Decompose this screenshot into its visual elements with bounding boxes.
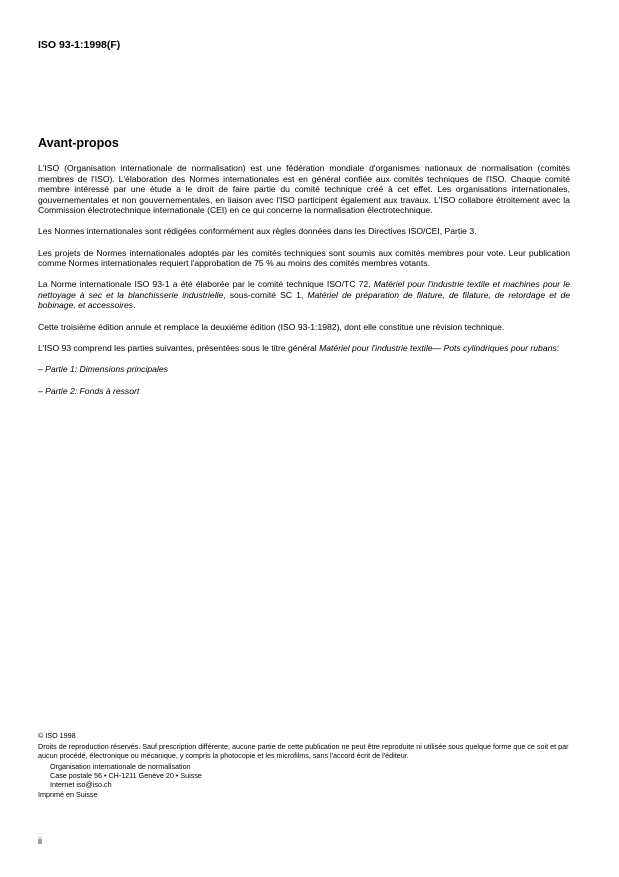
sc1-title: Matériel de préparation de filature, de filature, de retordage et de bobinage, et accessoires <box>38 289 571 311</box>
section-title: Avant-propos <box>38 136 119 150</box>
rights-notice: Droits de reproduction réservés. Sauf prescription différente, aucune partie de cette publication ne peut être reproduite ni utilisée sous quelque forme que ce soit et par aucun procédé, électronique ou mécanique, y compris la photocopie et les microfilms, sans l'accord écrit de l'éditeur. <box>38 742 569 761</box>
paragraph-edition: Cette troisième édition annule et remplace la deuxième édition (ISO 93-1:1982), dont elle constitue une révision technique. <box>38 321 505 332</box>
foreword-body <box>38 163 570 409</box>
copyright-footer <box>38 731 578 799</box>
document-id: ISO 93-1:1998(F) <box>38 39 121 51</box>
paragraph-iso-intro: L'ISO (Organisation internationale de normalisation) est une fédération mondiale d'organismes nationaux de normalisation (comités membres de l'ISO). L'élaboration des Normes internationales est en général confiée aux comités techniques de l'ISO. Chaque comité membre intéressé par une étude a le droit de faire partie du comité technique créé à cet effet. Les organisations internationales, gouvernementales et non gouvernementales, en liaison avec l'ISO participent également aux travaux. L'ISO collabore étroitement avec la Commission électrotechnique internationale (CEI) en ce qui concerne la normalisation électrotechnique. <box>38 163 570 216</box>
paragraph-parts-intro <box>38 343 570 354</box>
paragraph-voting: Les projets de Normes internationales adoptés par les comités techniques sont soumis aux comités membres pour vote. Leur publication comme Normes internationales requiert l'approbation de 75 % au moins des comités membres votants. <box>38 247 570 269</box>
parts-intro-text-1: L'ISO 93 comprend les parties suivantes, présentées sous le titre général <box>38 342 320 353</box>
list-item-part-2 <box>38 386 570 397</box>
paragraph-preparation <box>38 279 570 311</box>
page-number: ii <box>38 836 42 846</box>
org-internet: Internet iso@iso.ch <box>50 780 112 790</box>
org-address: Case postale 56 • CH-1211 Genève 20 • Suisse <box>50 771 202 781</box>
part-1-title: – Partie 1: Dimensions principales <box>38 363 168 374</box>
org-name: Organisation internationale de normalisation <box>50 762 191 772</box>
general-title: Matériel pour l'industrie textile— Pots cylindriques pour rubans <box>319 342 557 353</box>
parts-intro-text-2: : <box>556 342 560 353</box>
copyright-line: © ISO 1998 <box>38 731 76 740</box>
list-item-part-1 <box>38 364 570 375</box>
part-2-title: – Partie 2: Fonds à ressort <box>38 386 140 397</box>
preparation-text-2: , sous-comité SC 1, <box>223 289 308 300</box>
preparation-text-3: . <box>133 300 136 311</box>
printed-in: Imprimé en Suisse <box>38 789 98 799</box>
tc72-title: Matériel pour l'industrie textile et machines pour le nettoyage à sec et la blanchisserie industrielle <box>38 279 570 300</box>
paragraph-directives: Les Normes internationales sont rédigées conformément aux règles données dans les Directives ISO/CEI, Partie 3. <box>38 226 477 237</box>
preparation-text-1: La Norme internationale ISO 93-1 a été élaborée par le comité technique ISO/TC 72, <box>38 279 374 290</box>
